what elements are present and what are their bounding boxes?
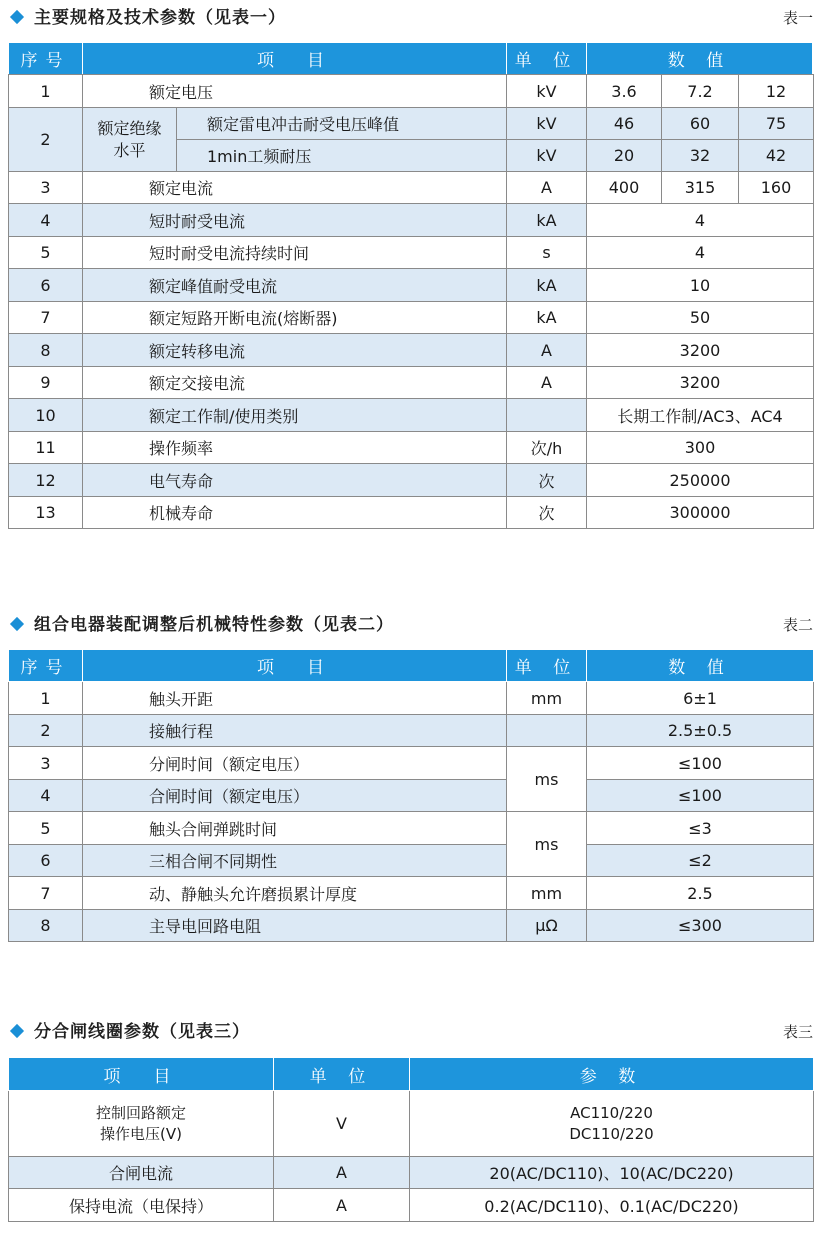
table-row bbox=[9, 812, 814, 845]
row-no: 5 bbox=[9, 237, 83, 269]
row-no: 5 bbox=[9, 812, 83, 845]
row-value: 6±1 bbox=[587, 682, 814, 715]
row-item: 主导电回路电阻 bbox=[83, 910, 507, 942]
table3-title: 分合闸线圈参数（见表三） bbox=[34, 1022, 250, 1042]
table-row bbox=[9, 75, 814, 108]
header-unit: 单 位 bbox=[507, 43, 587, 75]
row-item: 电气寿命 bbox=[83, 464, 507, 497]
row-no: 2 bbox=[9, 108, 83, 172]
row-no: 8 bbox=[9, 334, 83, 367]
row-item bbox=[9, 1091, 274, 1157]
row-no: 12 bbox=[9, 464, 83, 497]
diamond-bullet-icon bbox=[10, 10, 24, 24]
row-value-3: 42 bbox=[739, 140, 814, 172]
table-row bbox=[9, 1157, 814, 1189]
table1 bbox=[8, 42, 813, 75]
table3-header-row bbox=[9, 1058, 814, 1091]
row-unit: kV bbox=[507, 75, 587, 108]
header-item: 项 目 bbox=[83, 650, 507, 682]
row-item-line: 操作电压(V) bbox=[100, 1124, 182, 1143]
table-row bbox=[9, 715, 814, 747]
row-value: 10 bbox=[587, 269, 814, 302]
row-unit: 次/h bbox=[507, 432, 587, 464]
row-unit: s bbox=[507, 237, 587, 269]
table1-body bbox=[8, 74, 814, 529]
row-unit: V bbox=[274, 1091, 410, 1157]
row-item: 额定电流 bbox=[83, 172, 507, 204]
row-unit: kV bbox=[507, 108, 587, 140]
row-value: ≤3 bbox=[587, 812, 814, 845]
row-no: 7 bbox=[9, 302, 83, 334]
row-no: 7 bbox=[9, 877, 83, 910]
row-item: 操作频率 bbox=[83, 432, 507, 464]
table-row bbox=[9, 172, 814, 204]
row-value bbox=[410, 1091, 814, 1157]
row-item: 额定峰值耐受电流 bbox=[83, 269, 507, 302]
row-value-line: DC110/220 bbox=[569, 1124, 654, 1143]
table3 bbox=[8, 1057, 814, 1222]
row-value: ≤100 bbox=[587, 780, 814, 812]
table-row bbox=[9, 108, 814, 140]
row-value: 3200 bbox=[587, 367, 814, 399]
header-value: 参 数 bbox=[410, 1058, 814, 1091]
row-unit bbox=[507, 715, 587, 747]
row-no: 1 bbox=[9, 682, 83, 715]
row-no: 3 bbox=[9, 172, 83, 204]
table-row bbox=[9, 497, 814, 529]
row-value: 250000 bbox=[587, 464, 814, 497]
row-value-line: AC110/220 bbox=[570, 1103, 653, 1122]
row-value-1: 20 bbox=[587, 140, 662, 172]
row-no: 6 bbox=[9, 845, 83, 877]
table2-title: 组合电器装配调整后机械特性参数（见表二） bbox=[34, 615, 394, 635]
row-subitem: 额定雷电冲击耐受电压峰值 bbox=[177, 108, 507, 140]
table-row bbox=[9, 269, 814, 302]
row-value-3: 75 bbox=[739, 108, 814, 140]
row-no: 3 bbox=[9, 747, 83, 780]
table-row bbox=[9, 682, 814, 715]
row-value: 20(AC/DC110)、10(AC/DC220) bbox=[410, 1157, 814, 1189]
row-value-1: 400 bbox=[587, 172, 662, 204]
row-value: 4 bbox=[587, 237, 814, 269]
row-unit: A bbox=[507, 334, 587, 367]
table2-tag: 表二 bbox=[782, 616, 813, 634]
table-row bbox=[9, 910, 814, 942]
header-item: 项 目 bbox=[9, 1058, 274, 1091]
row-item: 额定工作制/使用类别 bbox=[83, 399, 507, 432]
table3-heading bbox=[8, 1020, 813, 1046]
row-value: 2.5 bbox=[587, 877, 814, 910]
row-unit: mm bbox=[507, 877, 587, 910]
table2 bbox=[8, 649, 814, 942]
row-subitem: 1min工频耐压 bbox=[177, 140, 507, 172]
header-value: 数 值 bbox=[587, 43, 813, 75]
diamond-bullet-icon bbox=[10, 1024, 24, 1038]
row-item: 合闸时间（额定电压） bbox=[83, 780, 507, 812]
row-value-2: 32 bbox=[662, 140, 739, 172]
table3-tag: 表三 bbox=[782, 1023, 813, 1041]
row-value: 长期工作制/AC3、AC4 bbox=[587, 399, 814, 432]
row-no: 11 bbox=[9, 432, 83, 464]
row-no: 8 bbox=[9, 910, 83, 942]
header-no: 序号 bbox=[9, 43, 83, 75]
table-row bbox=[9, 1091, 814, 1157]
row-no: 4 bbox=[9, 204, 83, 237]
row-item: 触头开距 bbox=[83, 682, 507, 715]
table1-header-row bbox=[9, 43, 813, 75]
row-value-3: 160 bbox=[739, 172, 814, 204]
row-no: 1 bbox=[9, 75, 83, 108]
table-row bbox=[9, 237, 814, 269]
table2-heading bbox=[8, 613, 813, 639]
row-value: 3200 bbox=[587, 334, 814, 367]
row-value: 300000 bbox=[587, 497, 814, 529]
row-value-1: 3.6 bbox=[587, 75, 662, 108]
row-no: 13 bbox=[9, 497, 83, 529]
row-unit: A bbox=[274, 1157, 410, 1189]
row-item: 短时耐受电流持续时间 bbox=[83, 237, 507, 269]
row-item: 机械寿命 bbox=[83, 497, 507, 529]
table-row bbox=[9, 367, 814, 399]
row-item: 分闸时间（额定电压） bbox=[83, 747, 507, 780]
row-item: 额定交接电流 bbox=[83, 367, 507, 399]
row-no: 9 bbox=[9, 367, 83, 399]
table-row bbox=[9, 845, 814, 877]
row-unit: kV bbox=[507, 140, 587, 172]
row-item: 保持电流（电保持） bbox=[9, 1189, 274, 1222]
row-item: 触头合闸弹跳时间 bbox=[83, 812, 507, 845]
row-item: 额定短路开断电流(熔断器) bbox=[83, 302, 507, 334]
row-unit: A bbox=[274, 1189, 410, 1222]
header-value: 数 值 bbox=[587, 650, 814, 682]
row-value: 50 bbox=[587, 302, 814, 334]
row-unit: A bbox=[507, 172, 587, 204]
row-unit: mm bbox=[507, 682, 587, 715]
row-unit: kA bbox=[507, 269, 587, 302]
table1-title: 主要规格及技术参数（见表一） bbox=[34, 8, 286, 28]
table-row bbox=[9, 302, 814, 334]
row-value-2: 315 bbox=[662, 172, 739, 204]
row-value: 2.5±0.5 bbox=[587, 715, 814, 747]
header-unit: 单 位 bbox=[507, 650, 587, 682]
row-unit: μΩ bbox=[507, 910, 587, 942]
row-unit: 次 bbox=[507, 497, 587, 529]
row-item: 动、静触头允许磨损累计厚度 bbox=[83, 877, 507, 910]
table-row bbox=[9, 877, 814, 910]
row-unit: 次 bbox=[507, 464, 587, 497]
row-item-line: 控制回路额定 bbox=[95, 1103, 186, 1122]
row-value-3: 12 bbox=[739, 75, 814, 108]
table-row bbox=[9, 334, 814, 367]
row-no: 4 bbox=[9, 780, 83, 812]
table-row bbox=[9, 464, 814, 497]
row-value: ≤2 bbox=[587, 845, 814, 877]
table-row bbox=[9, 399, 814, 432]
row-no: 10 bbox=[9, 399, 83, 432]
row-value-2: 7.2 bbox=[662, 75, 739, 108]
table1-heading bbox=[8, 6, 813, 32]
row-value: 300 bbox=[587, 432, 814, 464]
row-unit bbox=[507, 399, 587, 432]
row-no: 6 bbox=[9, 269, 83, 302]
row-item: 接触行程 bbox=[83, 715, 507, 747]
row-item: 额定电压 bbox=[83, 75, 507, 108]
table-row bbox=[9, 747, 814, 780]
header-no: 序号 bbox=[9, 650, 83, 682]
group-label: 额定绝缘水平 bbox=[97, 118, 162, 160]
row-item: 短时耐受电流 bbox=[83, 204, 507, 237]
row-value: 0.2(AC/DC110)、0.1(AC/DC220) bbox=[410, 1189, 814, 1222]
header-unit: 单 位 bbox=[274, 1058, 410, 1091]
row-value: ≤100 bbox=[587, 747, 814, 780]
row-unit: A bbox=[507, 367, 587, 399]
row-unit: kA bbox=[507, 302, 587, 334]
row-value: ≤300 bbox=[587, 910, 814, 942]
row-unit: ms bbox=[507, 812, 587, 877]
table-row bbox=[9, 780, 814, 812]
row-value: 4 bbox=[587, 204, 814, 237]
row-no: 2 bbox=[9, 715, 83, 747]
diamond-bullet-icon bbox=[10, 617, 24, 631]
table-row bbox=[9, 204, 814, 237]
table2-header-row bbox=[9, 650, 814, 682]
row-item: 额定转移电流 bbox=[83, 334, 507, 367]
table-row bbox=[9, 432, 814, 464]
row-group bbox=[83, 108, 177, 172]
row-value-2: 60 bbox=[662, 108, 739, 140]
header-item: 项 目 bbox=[83, 43, 507, 75]
row-unit: ms bbox=[507, 747, 587, 812]
row-unit: kA bbox=[507, 204, 587, 237]
table1-tag: 表一 bbox=[782, 9, 813, 27]
table-row bbox=[9, 1189, 814, 1222]
row-item: 三相合闸不同期性 bbox=[83, 845, 507, 877]
row-item: 合闸电流 bbox=[9, 1157, 274, 1189]
row-value-1: 46 bbox=[587, 108, 662, 140]
